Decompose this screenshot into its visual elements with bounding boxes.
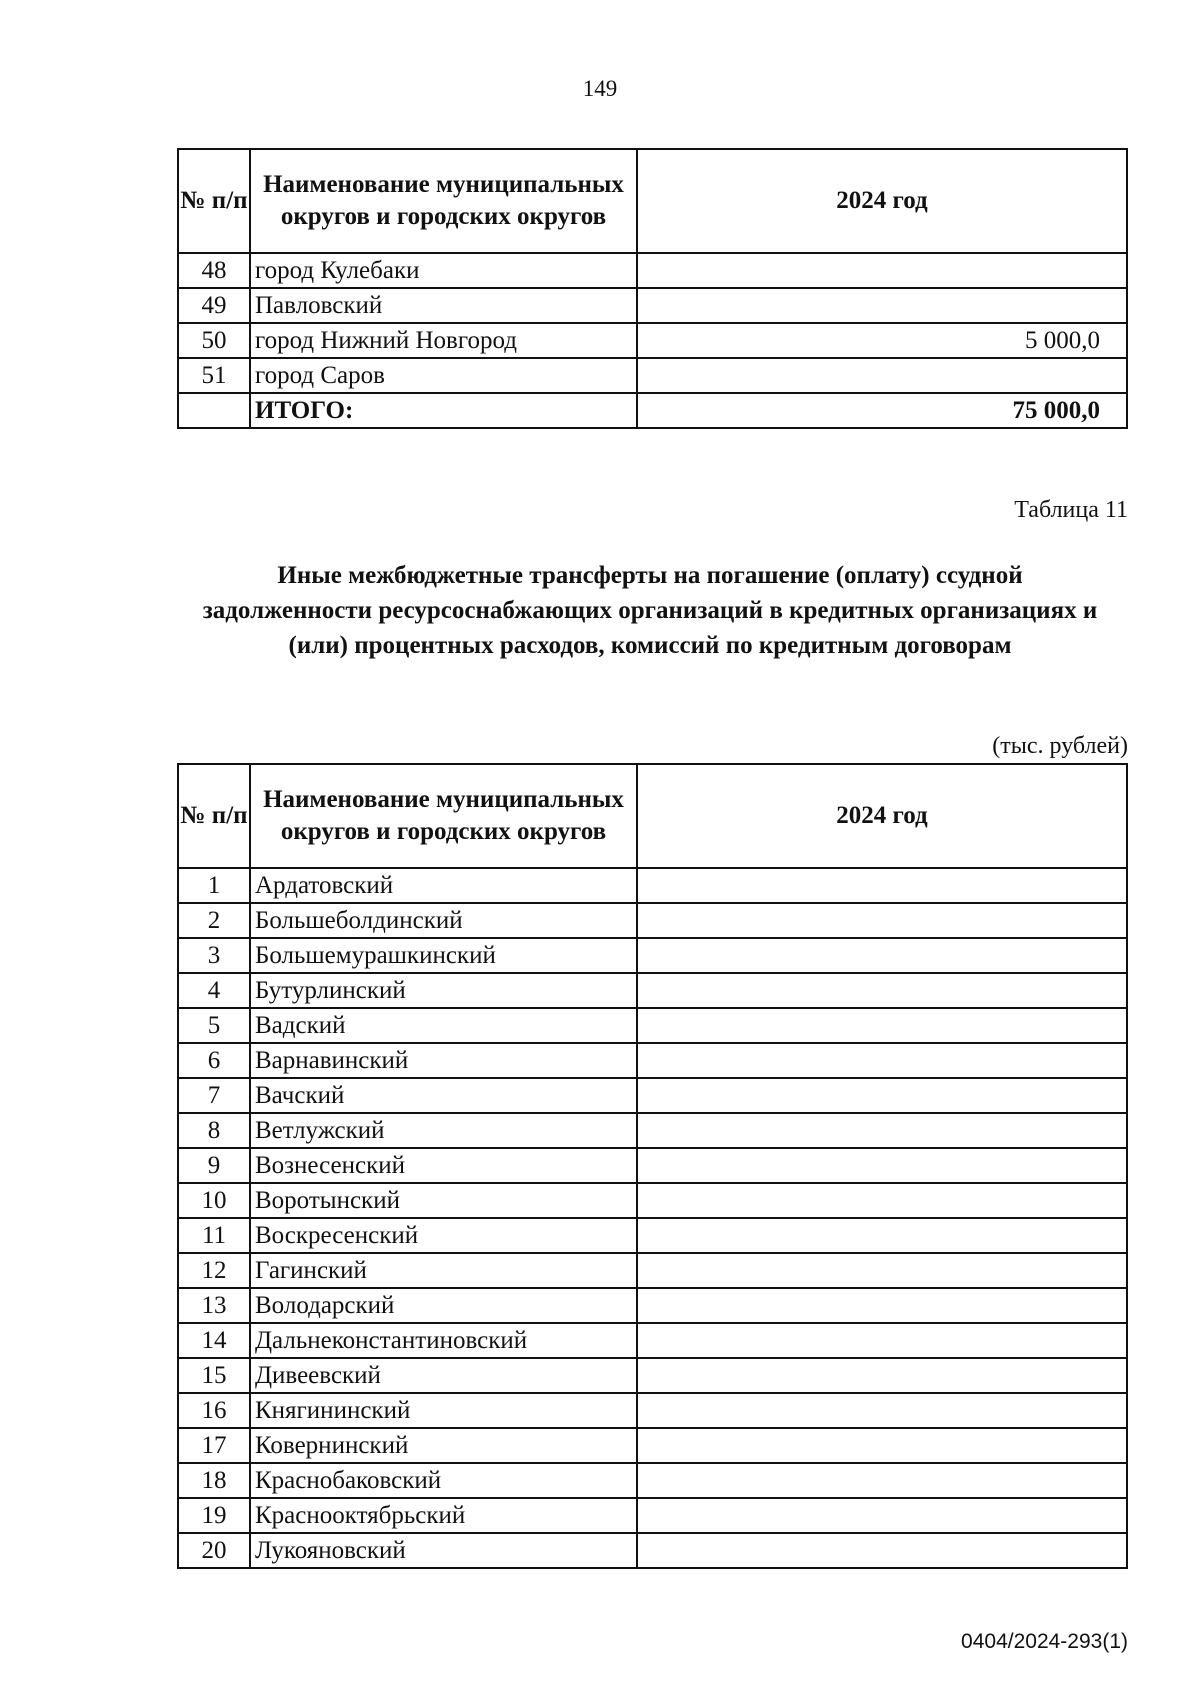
- row-value: [637, 1008, 1127, 1043]
- table-row: [178, 1148, 1127, 1183]
- row-name: Вознесенский: [250, 1148, 637, 1183]
- row-value: [637, 1393, 1127, 1428]
- table-row: [178, 1253, 1127, 1288]
- row-value: [637, 253, 1127, 288]
- table-row: [178, 1358, 1127, 1393]
- row-name: Варнавинский: [250, 1043, 637, 1078]
- row-value: [637, 1288, 1127, 1323]
- row-value: [637, 1428, 1127, 1463]
- row-number: 19: [178, 1498, 250, 1533]
- header-name: Наименование муниципальных округов и городских округов: [250, 764, 637, 868]
- row-value: [637, 973, 1127, 1008]
- row-name: Ветлужский: [250, 1113, 637, 1148]
- row-number: 50: [178, 323, 250, 358]
- table-row: [178, 1183, 1127, 1218]
- table-row: [178, 1463, 1127, 1498]
- row-value: [637, 938, 1127, 973]
- table-row: [178, 1393, 1127, 1428]
- table-header-row: [178, 764, 1127, 868]
- row-number: 13: [178, 1288, 250, 1323]
- row-number: 11: [178, 1218, 250, 1253]
- table-row: [178, 1078, 1127, 1113]
- table-row: [178, 1498, 1127, 1533]
- row-number: 48: [178, 253, 250, 288]
- header-number: № п/п: [178, 149, 250, 253]
- table-row: [178, 323, 1127, 358]
- row-number: 20: [178, 1533, 250, 1568]
- page-number: 149: [582, 76, 618, 101]
- total-number: [178, 393, 250, 428]
- row-name: Володарский: [250, 1288, 637, 1323]
- table-row: [178, 973, 1127, 1008]
- row-value: [637, 1218, 1127, 1253]
- row-number: 2: [178, 903, 250, 938]
- units-label: (тыс. рублей): [992, 733, 1128, 759]
- table-row: [178, 938, 1127, 973]
- total-label: ИТОГО:: [250, 393, 637, 428]
- row-value: [637, 288, 1127, 323]
- row-number: 6: [178, 1043, 250, 1078]
- row-value: [637, 1358, 1127, 1393]
- header-number: № п/п: [178, 764, 250, 868]
- row-number: 17: [178, 1428, 250, 1463]
- row-name: Павловский: [250, 288, 637, 323]
- row-name: Бутурлинский: [250, 973, 637, 1008]
- row-name: Гагинский: [250, 1253, 637, 1288]
- row-value: [637, 358, 1127, 393]
- table-continuation: [177, 148, 1128, 429]
- row-number: 49: [178, 288, 250, 323]
- row-number: 16: [178, 1393, 250, 1428]
- row-number: 12: [178, 1253, 250, 1288]
- row-value: [637, 868, 1127, 903]
- table-row: [178, 868, 1127, 903]
- row-value: [637, 1113, 1127, 1148]
- row-name: Вачский: [250, 1078, 637, 1113]
- row-name: Воскресенский: [250, 1218, 637, 1253]
- row-name: Ковернинский: [250, 1428, 637, 1463]
- row-number: 14: [178, 1323, 250, 1358]
- row-number: 4: [178, 973, 250, 1008]
- total-value: 75 000,0: [637, 393, 1127, 428]
- row-name: Ардатовский: [250, 868, 637, 903]
- row-name: Лукояновский: [250, 1533, 637, 1568]
- table-row: [178, 903, 1127, 938]
- row-value: [637, 1323, 1127, 1358]
- table-row: [178, 1323, 1127, 1358]
- row-value: [637, 1078, 1127, 1113]
- table-title: Иные межбюджетные трансферты на погашение (оплату) ссудной задолженности ресурсоснабжающих организаций в кредитных организациях и (или) процентных расходов, комиссий по кредитным договорам: [202, 562, 1098, 659]
- total-row: [178, 393, 1127, 428]
- header-name: Наименование муниципальных округов и городских округов: [250, 149, 637, 253]
- table-row: [178, 1533, 1127, 1568]
- row-value: [637, 1253, 1127, 1288]
- row-value: [637, 903, 1127, 938]
- row-name: Большемурашкинский: [250, 938, 637, 973]
- header-year: 2024 год: [637, 149, 1127, 253]
- row-name: город Саров: [250, 358, 637, 393]
- table-row: [178, 1113, 1127, 1148]
- row-number: 9: [178, 1148, 250, 1183]
- row-name: Княгининский: [250, 1393, 637, 1428]
- row-value: [637, 1498, 1127, 1533]
- row-name: Большеболдинский: [250, 903, 637, 938]
- row-name: Воротынский: [250, 1183, 637, 1218]
- row-number: 5: [178, 1008, 250, 1043]
- document-code: 0404/2024-293(1): [961, 1630, 1128, 1653]
- row-name: Краснооктябрьский: [250, 1498, 637, 1533]
- header-year: 2024 год: [637, 764, 1127, 868]
- row-number: 18: [178, 1463, 250, 1498]
- row-name: Дальнеконстантиновский: [250, 1323, 637, 1358]
- table-row: [178, 288, 1127, 323]
- row-name: город Нижний Новгород: [250, 323, 637, 358]
- table-row: [178, 1008, 1127, 1043]
- row-number: 3: [178, 938, 250, 973]
- row-number: 51: [178, 358, 250, 393]
- table-row: [178, 358, 1127, 393]
- row-value: [637, 1533, 1127, 1568]
- table-11: [177, 763, 1128, 1569]
- row-number: 10: [178, 1183, 250, 1218]
- row-value: [637, 1183, 1127, 1218]
- row-name: Вадский: [250, 1008, 637, 1043]
- table-row: [178, 1218, 1127, 1253]
- row-value: 5 000,0: [637, 323, 1127, 358]
- table-label: Таблица 11: [1014, 497, 1128, 523]
- row-value: [637, 1148, 1127, 1183]
- table-header-row: [178, 149, 1127, 253]
- row-value: [637, 1043, 1127, 1078]
- row-number: 1: [178, 868, 250, 903]
- row-number: 15: [178, 1358, 250, 1393]
- row-number: 8: [178, 1113, 250, 1148]
- table-row: [178, 253, 1127, 288]
- table-row: [178, 1288, 1127, 1323]
- row-name: Дивеевский: [250, 1358, 637, 1393]
- table-row: [178, 1428, 1127, 1463]
- row-number: 7: [178, 1078, 250, 1113]
- row-name: город Кулебаки: [250, 253, 637, 288]
- row-value: [637, 1463, 1127, 1498]
- row-name: Краснобаковский: [250, 1463, 637, 1498]
- table-row: [178, 1043, 1127, 1078]
